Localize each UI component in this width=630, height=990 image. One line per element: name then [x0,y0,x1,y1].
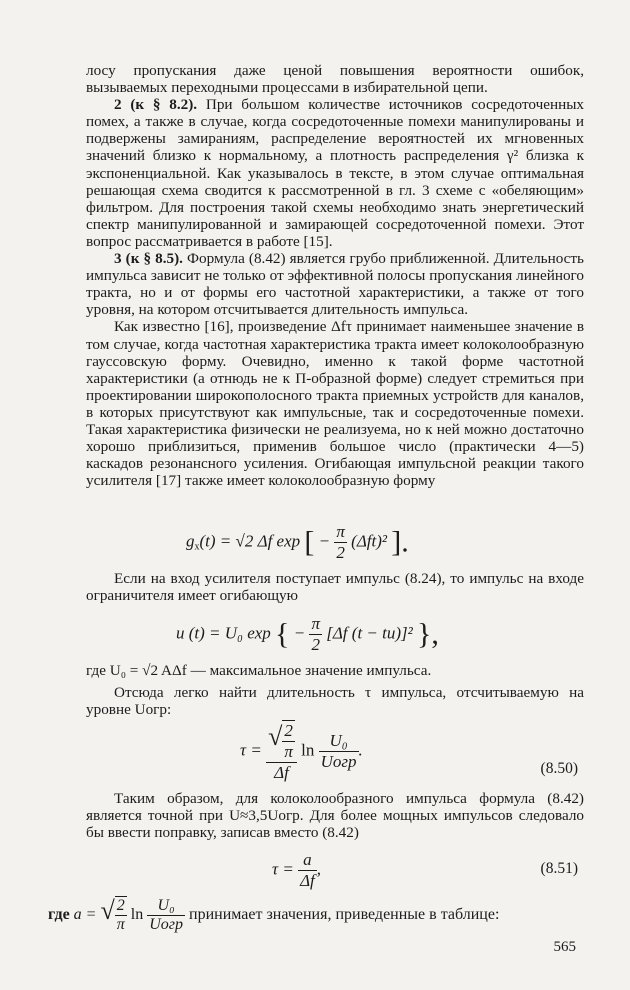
brace-left: { [275,617,290,651]
formula-2-lhs: u (t) = U₀ exp [176,623,271,643]
formula-3-main-frac [266,720,297,783]
formula-4-frac [298,850,317,891]
formula-4-lhs: τ = [272,859,294,879]
formula-5-den: π [116,916,125,934]
formula-1-sub: x [194,541,200,553]
formula-3-lhs: τ = [240,740,262,760]
formula-4-den: Δf [300,871,315,890]
paragraph-3-body: Формула (8.42) является грубо приближенной. Длительность импульса зависит не только от эффективной полосы пропускания линейного тракта, но и от формы его частотной характеристики, а также от того уровня, на котором отсчитывается длительность импульса. [86,250,584,319]
formula-5-ratio-den: Uогр [149,915,184,933]
formula-envelope [176,614,439,655]
paragraph-3-heading: 3 (к § 8.5). [114,250,183,268]
formula-5-sqrt-frac [115,896,127,934]
formula-3-ln: ln [301,740,315,760]
brace-right: }, [417,617,439,651]
formula-3-ratio-num: U₀ [319,731,359,752]
paragraph-6: где U₀ = √2 AΔf — максимальное значение импульса. [86,662,432,679]
paragraph-2-body: При большом количестве источников сосредоточенных помех, а также в случае, когда сосредоточенные помехи манипулированы и подвержены замираниям, распределение вероятностей их мгновенных значений близко к нормальному, а плотность распределения γ² близка к экспоненциальной. Как указывалось в тексте, в этом случае оптимальная решающая схема сводится к рассмотренной в гл. 3 схеме с «обеляющим» фильтром. Для построения такой схемы необходимо знать энергетический спектр манипулированной и замирающей сосредоточенной помехи. Этот вопрос рассматривается в работе [15]. [86,96,585,250]
formula-1-lhs: g [186,531,195,551]
paragraph-3 [86,250,584,318]
paragraph-5: Если на вход усилителя поступает импульс (8.24), то импульс на входе ограничителя имеет огибающую [86,570,584,605]
formula-3-ratio [319,731,359,772]
paragraph-7: Отсюда легко найти длительность τ импульса, отсчитываемую на уровне Uогр: [86,684,584,719]
formula-1-frac [334,522,347,563]
formula-5-num: 2 [115,897,127,916]
paragraph-2-heading: 2 (к § 8.2). [114,96,198,114]
formula-5-ln: ln [130,906,144,923]
formula-5-ratio-num: U₀ [147,897,185,916]
formula-2-tail: [Δf (t − tи)]² [326,623,413,643]
formula-5-ratio [147,897,185,934]
bracket-right: ]. [391,525,409,559]
formula-3-sqrt-den: π [284,742,293,761]
formula-3-den: Δf [274,763,289,782]
formula-3-dot: . [358,740,363,760]
sqrt-sign-2: √ [100,896,115,925]
formula-3-sqrt-frac [282,720,295,762]
text-block-2 [86,570,584,604]
formula-5-lhs: a = [73,906,97,923]
bracket-left: [ [304,525,315,559]
formula-1-minus: − [318,531,331,551]
paragraph-8: Таким образом, для колоколообразного импульса формула (8.42) является точной при U≈3,5Uогр. Для более мощных импульсов следовало бы ввести поправку, записав вместо (8.42) [86,790,584,842]
formula-impulse-response [186,522,409,563]
paragraph-4: Как известно [16], произведение Δfτ принимает наименьшее значение в том случае, когда частотная характеристика тракта имеет колоколообразную гауссовскую форму. Очевидно, именно к такой форме частотной характеристики (а отнюдь не к П-образной форме) следует стремиться при проектировании широкополосного тракта приемных устройств для каналов, в которых присутствуют как импульсные, так и сосредоточенные помехи. Такая характеристика физически не реализуема, но к ней можно достаточно хорошо приблизиться, применив большое число (практически 4—5) каскадов резонансного усиления. Огибающая импульсной реакции такого усилителя [17] также имеет колоколообразную форму [86,318,584,490]
equation-number-8-51: (8.51) [540,860,578,877]
formula-3-sqrt-num: 2 [282,721,295,742]
formula-corrected [272,850,321,891]
last-line [48,896,499,934]
formula-2-frac [309,614,322,655]
paragraph-2 [86,96,584,250]
formula-4-num: a [298,850,317,871]
page-number: 565 [553,939,576,955]
formula-1-frac-den: 2 [336,543,345,562]
formula-2-frac-den: 2 [311,635,320,654]
formula-3-ratio-den: Uогр [320,752,357,771]
formula-duration [240,720,363,783]
text-block-3 [86,662,584,718]
last-line-prefix: где [48,906,70,923]
last-line-suffix: принимает значения, приведенные в таблице: [189,906,500,923]
formula-3-sqrt [266,720,297,763]
text-block-4 [86,790,584,841]
formula-4-comma: , [316,859,322,879]
formula-1-mid: (t) = √2 Δf exp [199,531,301,551]
formula-1-tail: (Δft)² [351,531,387,551]
formula-1-frac-num: π [336,522,345,541]
equation-number-8-50: (8.50) [540,760,578,777]
formula-2-minus: − [293,623,306,643]
formula-2-frac-num: π [311,614,320,633]
text-block-1 [86,62,584,489]
paragraph-1: лосу пропускания даже ценой повышения вероятности ошибок, вызываемых переходными процессами в избирательной цепи. [86,62,584,97]
sqrt-sign: √ [268,721,283,751]
